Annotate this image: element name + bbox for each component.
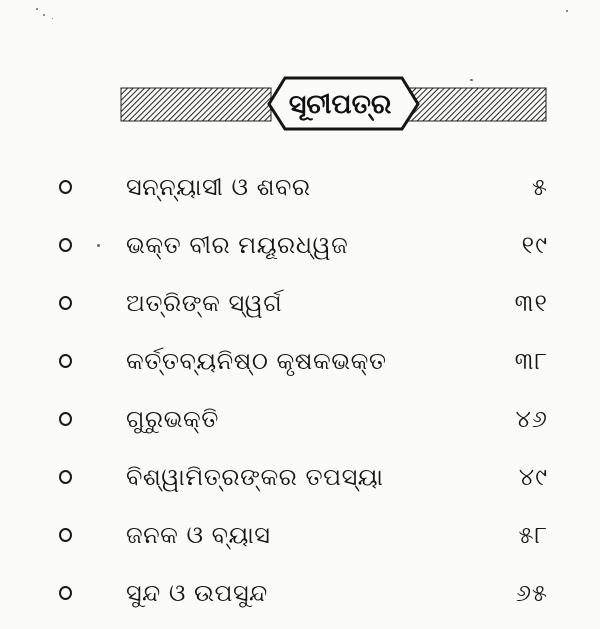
circle-bullet-icon	[59, 180, 72, 194]
toc-entry-page: ୩୧	[514, 289, 548, 317]
table-of-contents	[0, 165, 600, 629]
toc-entry-page: ୧୯	[521, 231, 548, 259]
toc-entry-title: ଭକ୍ତ ବୀର ମୟୂରଧ୍ୱଜ	[126, 231, 349, 259]
toc-entry-title: ସନ୍ନ୍ୟାସୀ ଓ ଶବର	[126, 173, 311, 201]
circle-bullet-icon	[59, 586, 72, 600]
toc-entry-page: ୩୮	[514, 347, 548, 375]
toc-entry-page: ୪୯	[518, 463, 548, 491]
circle-bullet-icon	[59, 296, 72, 310]
toc-entry[interactable]	[0, 571, 600, 629]
toc-entry-title: ସୁନ୍ଦ ଓ ଉପସୁନ୍ଦ	[126, 579, 268, 607]
circle-bullet-icon	[59, 412, 72, 426]
toc-entry-title: ଜନକ ଓ ବ୍ୟାସ	[126, 521, 271, 549]
toc-entry[interactable]	[0, 397, 600, 455]
circle-bullet-icon	[59, 470, 72, 484]
contents-heading: ସୂଚୀପତ୍ର	[288, 89, 392, 120]
toc-entry[interactable]	[0, 281, 600, 339]
hatched-band-right	[407, 88, 546, 121]
toc-entry-page: ୪୬	[515, 405, 548, 433]
circle-bullet-icon	[59, 354, 72, 368]
circle-bullet-icon	[59, 238, 72, 252]
circle-bullet-icon	[59, 528, 72, 542]
toc-entry[interactable]	[0, 165, 600, 223]
toc-entry[interactable]	[0, 339, 600, 397]
toc-entry-title: କର୍ତ୍ତବ୍ୟନିଷ୍ଠ କୃଷକଭକ୍ତ	[126, 347, 387, 375]
toc-entry-page: ୬୫	[515, 579, 548, 607]
toc-entry-page: ୫	[532, 173, 548, 201]
toc-entry-title: ଅତ୍ରିଙ୍କ ସ୍ୱର୍ଗ	[126, 289, 283, 317]
toc-entry-title: ବିଶ୍ୱାମିତ୍ରଙ୍କର ତପସ୍ୟା	[126, 463, 384, 491]
hatched-band-left	[121, 88, 271, 121]
toc-entry[interactable]	[0, 513, 600, 571]
toc-entry-title: ଗୁରୁଭକ୍ତି	[126, 405, 219, 433]
toc-entry-page: ୫୮	[518, 521, 548, 549]
toc-entry[interactable]	[0, 455, 600, 513]
toc-entry[interactable]	[0, 223, 600, 281]
